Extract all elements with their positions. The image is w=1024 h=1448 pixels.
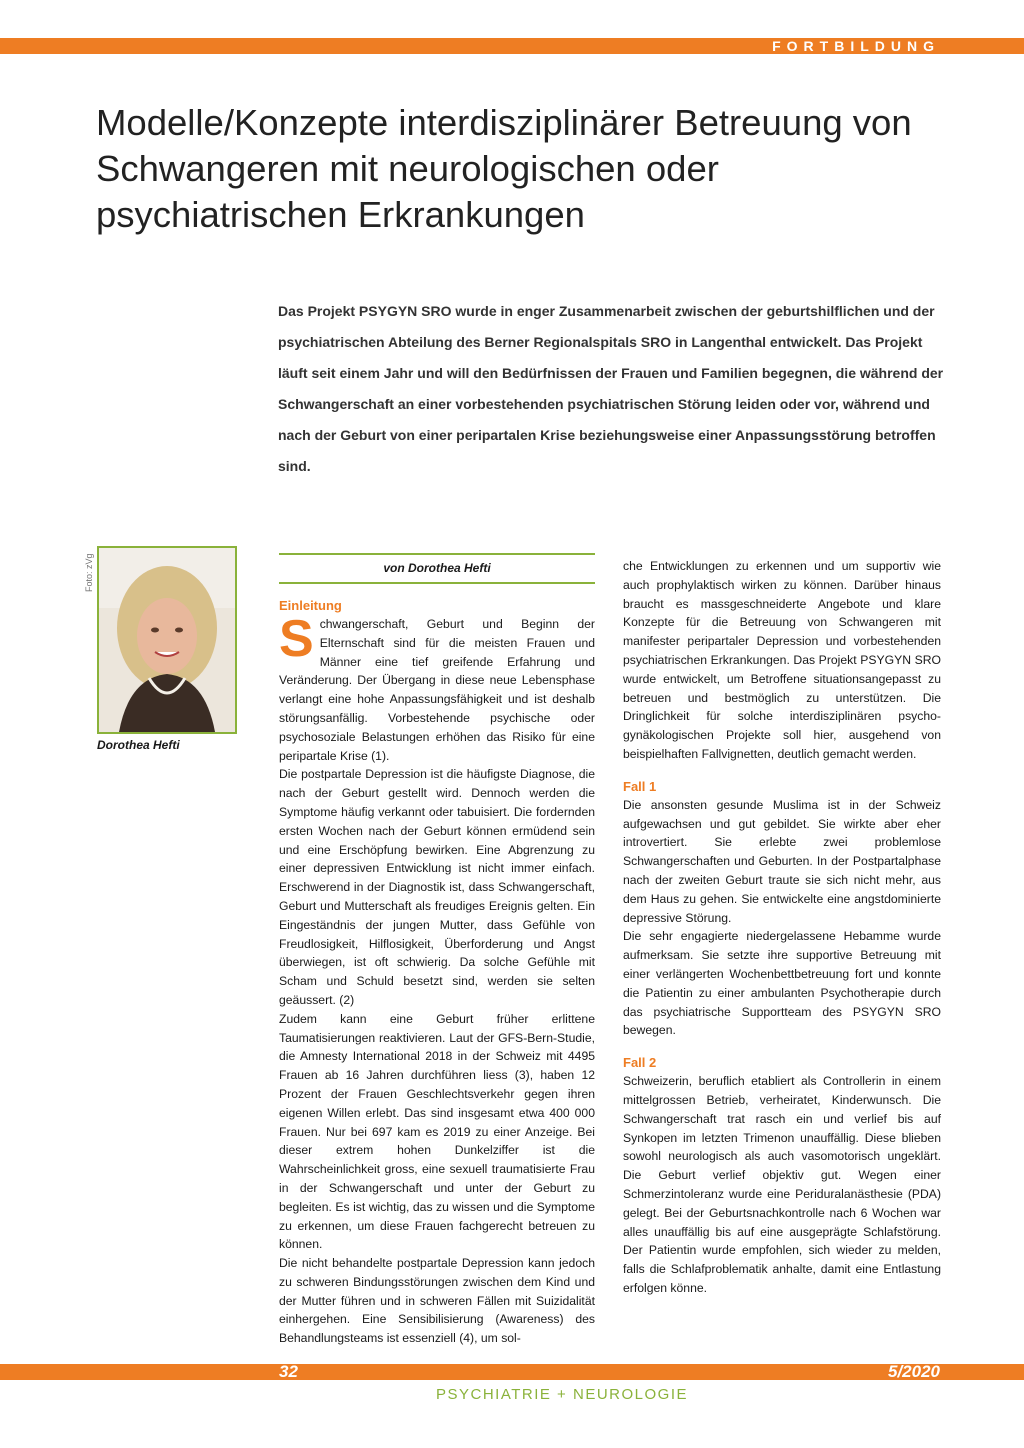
photo-caption: Dorothea Hefti bbox=[97, 738, 180, 752]
section-heading-einleitung: Einleitung bbox=[279, 598, 342, 613]
section-heading-fall-1: Fall 1 bbox=[623, 778, 657, 794]
photo-credit: Foto: zVg bbox=[84, 553, 94, 592]
page-number: 32 bbox=[279, 1362, 298, 1381]
paragraph-intro-text: chwangerschaft, Geburt und Beginn der Elternschaft sind für die meisten Frauen und Männer eine tief greifende Erfahrung und Veränderung. Der Übergang in diese neue Lebensphase verlangt eine hohe Anpassungsfähigkeit und ist deshalb störungsanfällig. Vorbestehende psychische oder psychosoziale Belastungen erhöhen das Risiko für eine peripartale Krise (1). bbox=[279, 617, 595, 763]
paragraph: Die postpartale Depression ist die häufigste Diagnose, die nach der Geburt gestellt wird. Dennoch werden die Symptome häufig verkannt oder tabuisiert. Die fordernden ersten Wochen nach der Geburt können ermüdend sein und eine Erschöpfung bewirken. Eine Abgrenzung zu einer depressiven Entwicklung ist nicht immer einfach. Erschwerend in der Diagnostik ist, dass Schwangerschaft, Geburt und Mutterschaft als freudiges Ereignis gelten. Ein Eingeständnis der jungen Mutter, dass Gefühle von Freudlosigkeit, Hilflosigkeit, Überforderung und Angst überwiegen, ist oft schwierig. Da solche Gefühle mit Scham und Schuld besetzt sind, werden sie selten geäussert. (2) bbox=[279, 767, 595, 1007]
paragraph: Zudem kann eine Geburt früher erlittene Taumatisierungen reaktivieren. Laut der GFS-Bern-Studie, die Amnesty International 2018 in der Schweiz mit 4495 Frauen ab 16 Jahren durchführen liess (3), haben 12 Prozent der Frauen Geschlechtsverkehr gegen ihren eigenen Willen erlebt. Das sind insgesamt etwa 400 000 Frauen. Nur bei 697 kam es 2019 zu einer Anzeige. Bei dieser extrem hohen Dunkelziffer ist die Wahrscheinlichkeit gross, eine sexuell traumatisierte Frau in der Schwangerschaft und unter der Geburt zu begleiten. Es ist wichtig, das zu wissen und die Symptome zu erkennen, um diese Frauen fachgerecht betreuen zu können. bbox=[279, 1011, 595, 1252]
paragraph: Die nicht behandelte postpartale Depression kann jedoch zu schweren Bindungsstörungen zwischen dem Kind und der Mutter führen und in schweren Fällen mit Suizidalität einhergehen. Eine Sensibilisierung (Awareness) des Behandlungsteams ist essenziell (4), um sol- bbox=[279, 1256, 595, 1346]
paragraph-intro bbox=[279, 610, 595, 765]
lead-text: Das Projekt PSYGYN SRO wurde in enger Zusammenarbeit zwischen der geburtshilflichen und der psychiatrischen Abteilung des Berner Regionalspitals SRO in Langenthal entwickelt. Das Projekt läuft seit einem Jahr und will den Bedürfnissen der Frauen und Familien begegnen, die während der Schwangerschaft an einer vorbestehenden psychiatrischen Störung leiden oder vor, während und nach der Geburt von einer peripartalen Krise beziehungsweise einer Anpassungsstörung betroffen sind. bbox=[278, 303, 944, 474]
author-photo bbox=[97, 546, 237, 734]
bottom-bar bbox=[0, 1364, 1024, 1380]
byline: von Dorothea Hefti bbox=[383, 561, 491, 575]
section-label: FORTBILDUNG bbox=[772, 38, 940, 54]
article-title: Modelle/Konzepte interdisziplinärer Betreuung von Schwangeren mit neurologischen oder psychiatrischen Erkrankungen bbox=[96, 102, 912, 235]
column-right bbox=[623, 557, 941, 1298]
paragraph: Schweizerin, beruflich etabliert als Controllerin in einem mittelgrossen Betrieb, verheiratet, Kinderwunsch. Die Schwangerschaft trat rasch ein und verlief bis auf Synkopen im letzten Trimenon unauffällig. Diese blieben sowohl neurologisch als auch vasomotorisch ungeklärt. Die Geburt verlief objektiv gut. Wegen einer Schmerzintoleranz wurde eine Periduralanästhesie (PDA) gelegt. Bei der Geburtsnachkontrolle nach 6 Wochen war alles unauffällig bis auf eine ausgeprägte Schlafstörung. Der Patientin wurde empfohlen, sich wieder zu melden, falls die Schlafproblematik anhalte, damit eine Entlastung erfolgen könne. bbox=[623, 1074, 941, 1295]
paragraph: Die ansonsten gesunde Muslima ist in der Schweiz aufgewachsen und gut gebildet. Sie wirkte aber eher introvertiert. Sie erlebte zwei problemlose Schwangerschaften und Geburten. In der Postpartalphase nach der zweiten Geburt traute sie sich nicht mehr, aus dem Haus zu gehen. Sie entwickelte eine angstdominierte depressive Störung. bbox=[623, 797, 941, 925]
section-heading-fall-2: Fall 2 bbox=[623, 1055, 657, 1071]
issue-number: 5/2020 bbox=[888, 1362, 940, 1381]
paragraph: Die sehr engagierte niedergelassene Hebamme wurde aufmerksam. Sie setzte ihre supportive Betreuung mit einer verlängerten Wochenbettbetreuung fort und konnte die Patientin zu einer ambulanten Psychotherapie durch das psychiatrische Supportteam des PSYGYN SRO bewegen. bbox=[623, 929, 941, 1038]
dropcap: S bbox=[279, 610, 314, 668]
byline-rule-top bbox=[279, 553, 595, 555]
column-left bbox=[279, 597, 595, 1348]
journal-name: PSYCHIATRIE + NEUROLOGIE bbox=[435, 1386, 689, 1403]
byline-rule-bottom bbox=[279, 582, 595, 584]
paragraph: che Entwicklungen zu erkennen und um supportiv wie auch prophylaktisch wirken zu können. Darüber hinaus braucht es massgeschneiderte Angebote und klare Konzepte für die Betreuung von Schwangeren mit manifester peripartaler Depression und vorbestehenden psychiatrischen Erkrankungen. Das Projekt PSYGYN SRO wurde entwickelt, um Betroffene situationsangepasst zu betreuen und bestmöglich zu unterstützen. Die Dringlichkeit für solche interdisziplinären psycho-gynäkologischen Projekte soll hier, ausgehend von beispielhaften Fallvignetten, deutlich gemacht werden. bbox=[623, 559, 941, 761]
top-section-bar bbox=[0, 38, 1024, 54]
article-lead bbox=[278, 296, 946, 482]
